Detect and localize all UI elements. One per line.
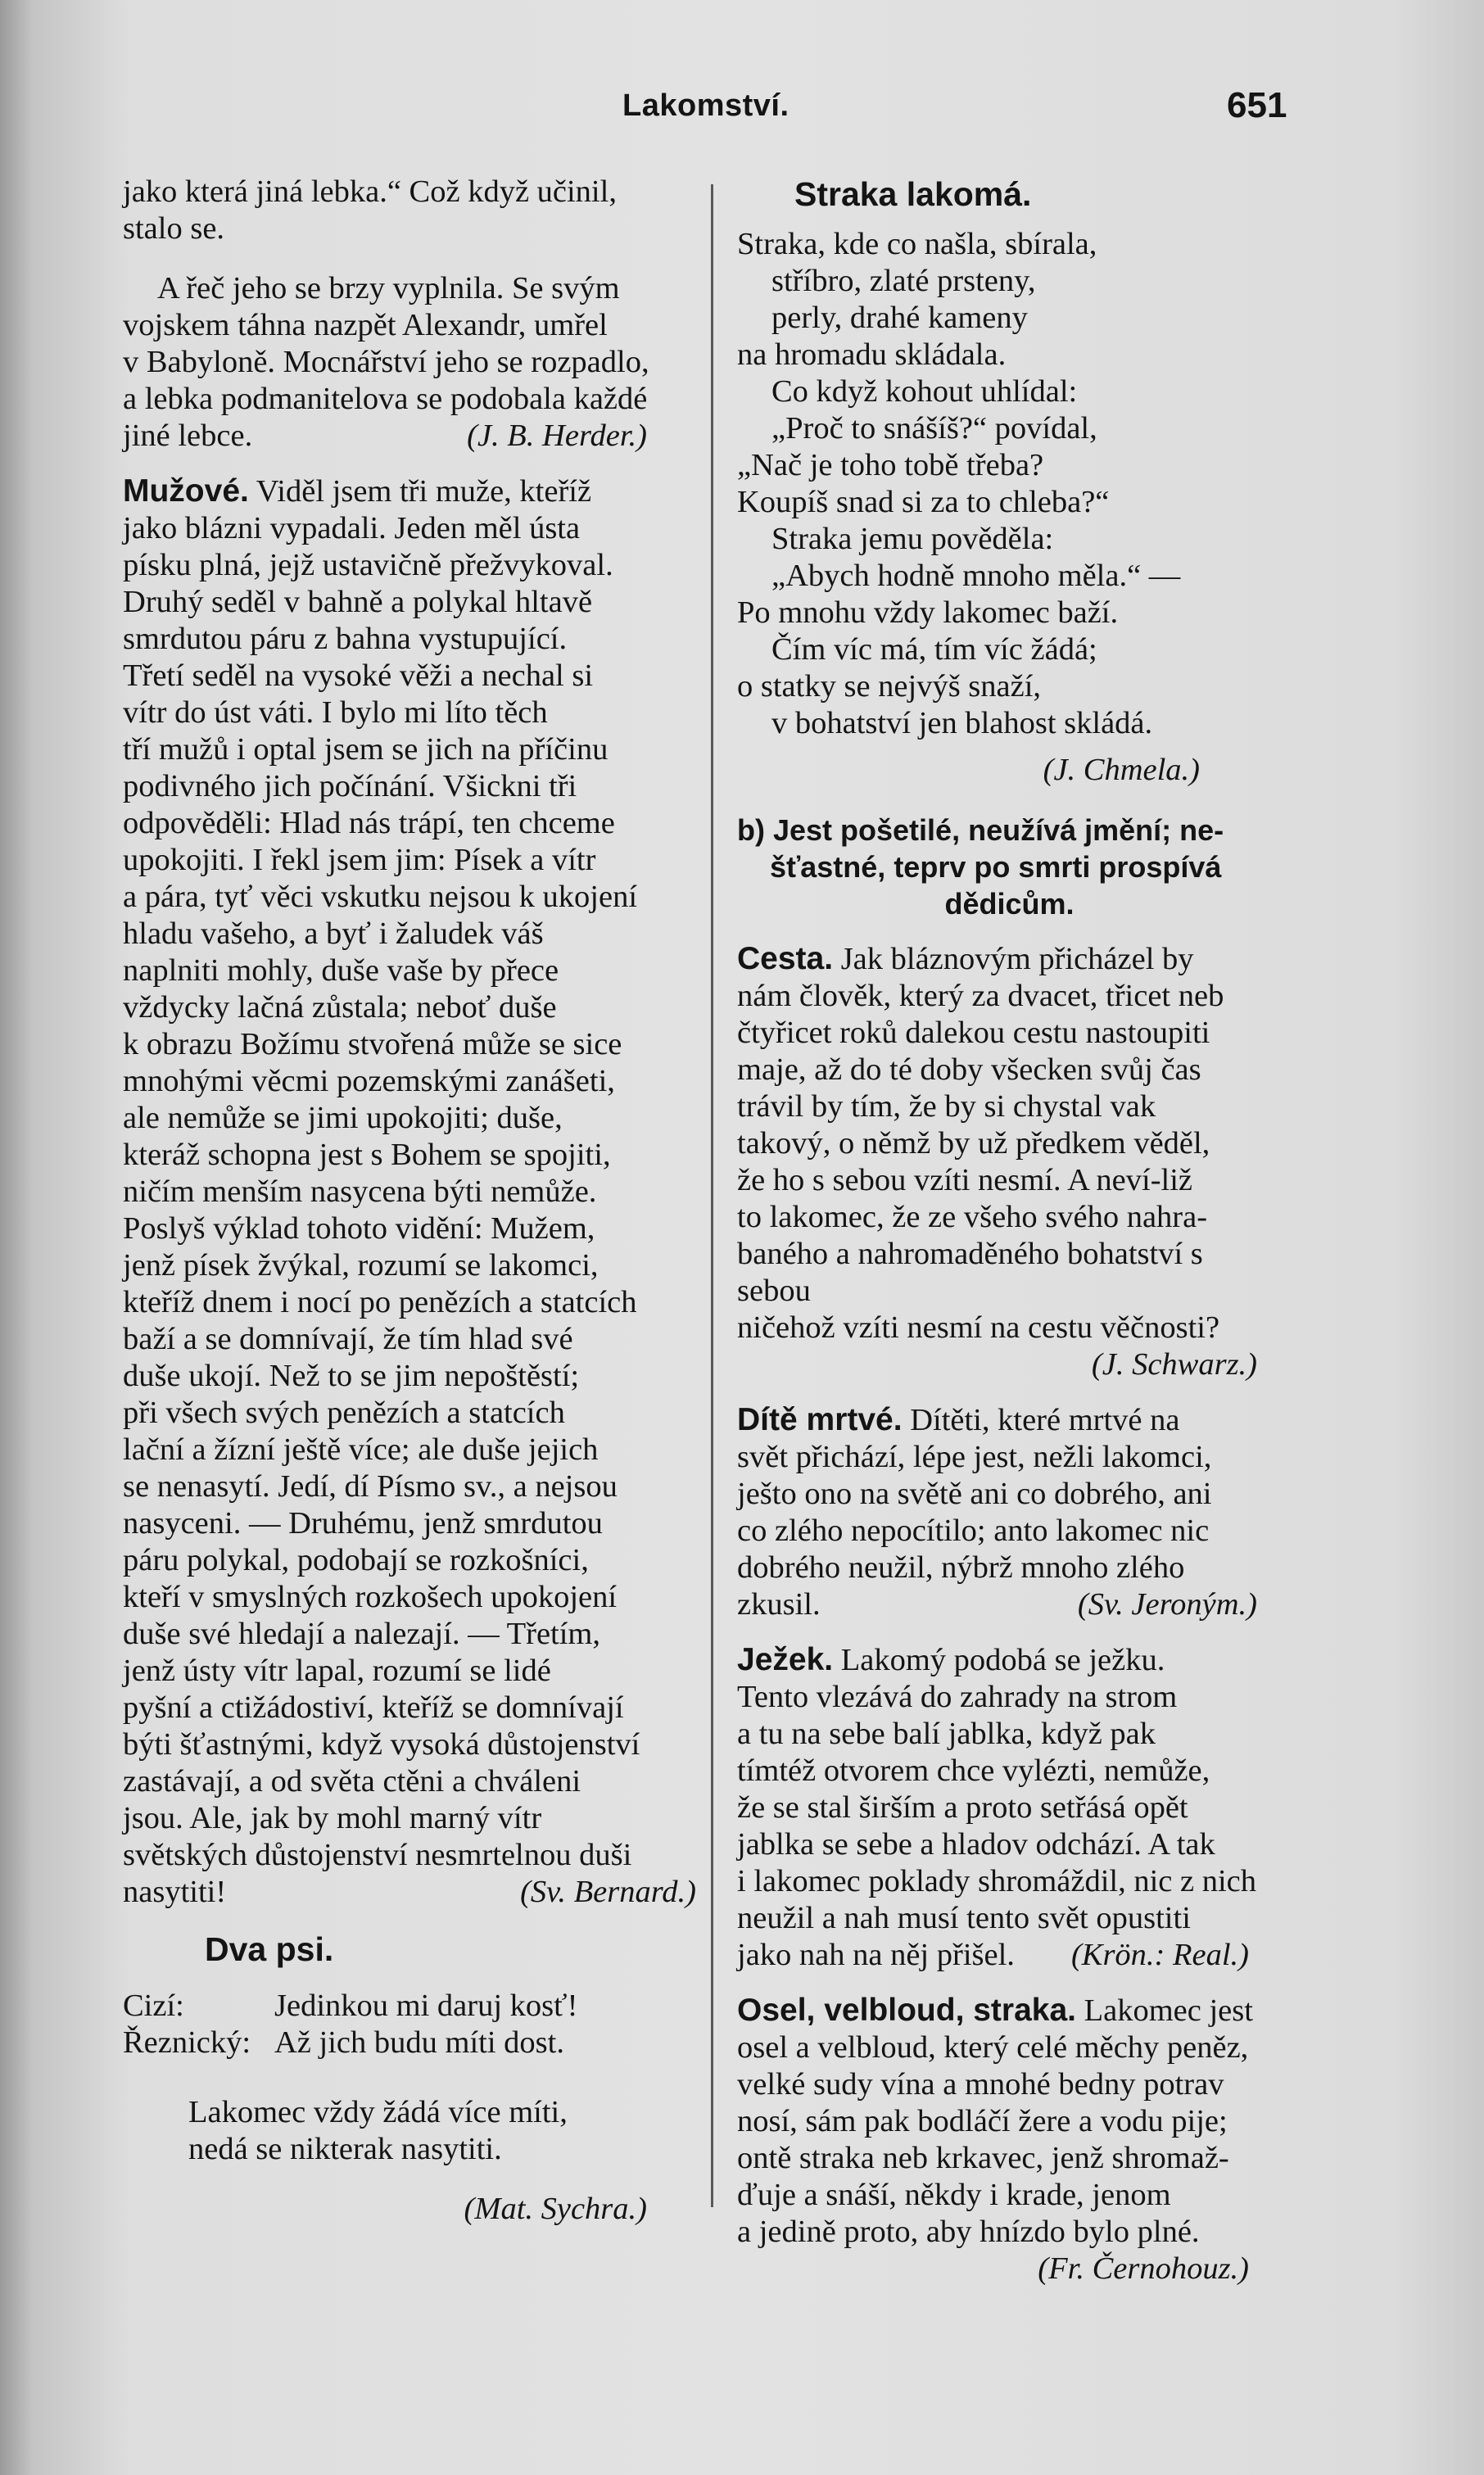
poem-straka bbox=[737, 226, 1282, 742]
text-line: svět přichází, lépe jest, nežli lakomci, bbox=[737, 1440, 1212, 1474]
column-divider bbox=[711, 184, 713, 2207]
text-line: podivného jich počínání. Všickni tři bbox=[123, 769, 577, 803]
section-title-straka: Straka lakomá. bbox=[794, 175, 1032, 213]
citation-herder: (J. B. Herder.) bbox=[467, 419, 647, 453]
paragraph-alexandr bbox=[123, 270, 696, 455]
poem-line: Straka, kde co našla, sbírala, bbox=[737, 227, 1097, 261]
left-column bbox=[123, 174, 696, 2228]
text-line: vždycky lačná zůstala; neboť duše bbox=[123, 990, 557, 1025]
text-line: baného a nahromaděného bohatství s sebou bbox=[737, 1237, 1203, 1308]
text-line: jenž písek žvýkal, rozumí se lakomci, bbox=[123, 1248, 599, 1283]
text-line: Jak bláznovým přicházel by bbox=[833, 942, 1194, 976]
citation-chmela: (J. Chmela.) bbox=[1043, 753, 1200, 787]
maxim-line: Lakomec vždy žádá více míti, bbox=[188, 2095, 568, 2129]
text-line: Poslyš výklad tohoto vidění: Mužem, bbox=[123, 1211, 595, 1246]
text-line: tří mužů i optal jsem se jich na příčinu bbox=[123, 732, 609, 767]
text-line: A řeč jeho se brzy vyplnila. Se svým bbox=[157, 271, 620, 305]
poem-line: v bohatství jen blahost skládá. bbox=[771, 706, 1153, 740]
text-line: že se stal širším a proto setřásá opět bbox=[737, 1790, 1188, 1825]
text-line: duše své hledají a nalezají. — Třetím, bbox=[123, 1617, 601, 1651]
paragraph-cesta bbox=[737, 940, 1282, 1383]
subheading-line: b) Jest pošetilé, neužívá jmění; ne- bbox=[737, 813, 1224, 847]
text-line: Lakomý podobá se ježku. bbox=[833, 1643, 1165, 1677]
entry-title-dite: Dítě mrtvé. bbox=[737, 1402, 903, 1437]
text-line: Dítěti, které mrtvé na bbox=[902, 1403, 1180, 1437]
text-line: co zlého nepocítilo; anto lakomec nic bbox=[737, 1514, 1210, 1548]
text-line: nasytiti! bbox=[123, 1875, 227, 1909]
section-b-heading bbox=[737, 812, 1282, 922]
maxim bbox=[123, 2094, 696, 2168]
dialog-speaker: Řeznický: bbox=[123, 2025, 251, 2060]
text-line: ješto ono na světě ani co dobrého, ani bbox=[737, 1477, 1212, 1511]
text-line: zkusil. bbox=[737, 1587, 821, 1622]
poem-line: Straka jemu pověděla: bbox=[771, 522, 1054, 556]
text-line: velké sudy vína a mnohé bedny potrav bbox=[737, 2067, 1224, 2102]
citation-sychra: (Mat. Sychra.) bbox=[464, 2192, 647, 2226]
text-line: upokojiti. I řekl jsem jim: Písek a vítr bbox=[123, 843, 596, 877]
text-line: a jedině proto, aby hnízdo bylo plné. bbox=[737, 2215, 1200, 2249]
text-line: jsou. Ale, jak by mohl marný vítr bbox=[123, 1801, 542, 1835]
text-line: to lakomec, že ze všeho svého nahra- bbox=[737, 1200, 1208, 1234]
text-line: jako nah na něj přišel. bbox=[737, 1938, 1015, 1972]
text-line: ničehož vzíti nesmí na cestu věčnosti? bbox=[737, 1310, 1220, 1345]
text-line: při všech svých penězích a statcích bbox=[123, 1396, 565, 1430]
text-line: že ho s sebou vzíti nesmí. A neví-liž bbox=[737, 1163, 1193, 1197]
text-line: Tento vlezává do zahrady na strom bbox=[737, 1680, 1178, 1714]
text-line: a pára, tyť věci vskutku nejsou k ukojení bbox=[123, 880, 638, 914]
text-line: baží a se domnívají, že tím hlad své bbox=[123, 1322, 573, 1356]
text-line: páru polykal, podobají se rozkošníci, bbox=[123, 1543, 589, 1577]
text-line: vítr do úst váti. I bylo mi líto těch bbox=[123, 695, 548, 730]
paragraph-continuation bbox=[123, 174, 696, 247]
dialog-text: Až jich budu míti dost. bbox=[274, 2025, 564, 2060]
dialog-speaker: Cizí: bbox=[123, 1989, 184, 2023]
text-line: ale nemůže se jimi upokojiti; duše, bbox=[123, 1101, 563, 1135]
text-line: stalo se. bbox=[123, 211, 225, 246]
text-line: kteří v smyslných rozkošech upokojení bbox=[123, 1580, 618, 1614]
text-line: ontě straka neb krkavec, jenž shromaž- bbox=[737, 2141, 1229, 2175]
page-number: 651 bbox=[1227, 85, 1287, 125]
text-line: nasyceni. — Druhému, jenž smrdutou bbox=[123, 1506, 603, 1541]
poem-line: o statky se nejvýš snaží, bbox=[737, 669, 1042, 704]
text-line: odpověděli: Hlad nás trápí, ten chceme bbox=[123, 806, 615, 840]
text-line: písku plná, jejž ustavičně přežvykoval. bbox=[123, 548, 613, 582]
text-line: a lebka podmanitelova se podobala každé bbox=[123, 382, 648, 416]
running-title: Lakomství. bbox=[622, 88, 790, 123]
text-line: trávil by tím, že by si chystal vak bbox=[737, 1089, 1156, 1124]
text-line: Lakomec jest bbox=[1076, 1993, 1253, 2028]
poem-line: Koupíš snad si za to chleba?“ bbox=[737, 485, 1110, 519]
text-line: jiné lebce. bbox=[123, 419, 253, 453]
citation-jeronym: (Sv. Jeroným.) bbox=[1077, 1587, 1257, 1622]
page-header bbox=[0, 85, 1484, 138]
text-line: jablka se sebe a hladov odchází. A tak bbox=[737, 1827, 1215, 1862]
text-line: jenž ústy vítr lapal, rozumí se lidé bbox=[123, 1654, 551, 1688]
poem-line: na hromadu skládala. bbox=[737, 337, 1007, 372]
text-line: pyšní a ctižádostiví, kteříž se domnívají bbox=[123, 1690, 624, 1725]
paragraph-muzove bbox=[123, 473, 696, 1911]
text-line: zastávají, a od světa ctěni a chváleni bbox=[123, 1764, 581, 1799]
text-line: osel a velbloud, který celé měchy peněz, bbox=[737, 2030, 1249, 2065]
subheading-line: dědicům. bbox=[944, 887, 1075, 921]
text-line: tímtéž otvorem chce vylézti, nemůže, bbox=[737, 1753, 1210, 1788]
text-line: ďuje a snáší, někdy i krade, jenom bbox=[737, 2178, 1171, 2212]
text-line: k obrazu Božímu stvořená může se sice bbox=[123, 1027, 622, 1061]
poem-line: Po mnohu vždy lakomec baží. bbox=[737, 595, 1119, 630]
paragraph-jezek bbox=[737, 1641, 1282, 1974]
dialog-line bbox=[123, 2025, 696, 2061]
text-line: smrdutou páru z bahna vystupující. bbox=[123, 622, 568, 656]
text-line: mnohými věcmi pozemskými zanášeti, bbox=[123, 1064, 615, 1098]
paragraph-dite bbox=[737, 1401, 1282, 1623]
text-line: čtyřicet roků dalekou cestu nastoupiti bbox=[737, 1016, 1210, 1050]
citation-kron: (Krön.: Real.) bbox=[1070, 1938, 1249, 1972]
text-line: duše ukojí. Než to se jim nepoštěstí; bbox=[123, 1359, 580, 1393]
text-line: dobrého neužil, nýbrž mnoho zlého bbox=[737, 1550, 1185, 1585]
text-line: takový, o němž by už předkem věděl, bbox=[737, 1126, 1210, 1161]
text-line: Druhý seděl v bahně a polykal hltavě bbox=[123, 585, 593, 619]
poem-line: perly, drahé kameny bbox=[771, 301, 1028, 335]
text-line: vojskem táhna nazpět Alexandr, umřel bbox=[123, 308, 608, 342]
poem-line: „Nač je toho tobě třeba? bbox=[737, 448, 1044, 482]
paragraph-osel bbox=[737, 1992, 1282, 2287]
dialog-line bbox=[123, 1988, 696, 2025]
text-line: ničím menším nasycena býti nemůže. bbox=[123, 1174, 597, 1209]
text-line: i lakomec poklady shromáždil, nic z nich bbox=[737, 1864, 1256, 1898]
text-line: jako blázni vypadali. Jeden měl ústa bbox=[123, 511, 581, 545]
text-line: naplniti mohly, duše vaše by přece bbox=[123, 953, 559, 988]
text-line: se nenasytí. Jedí, dí Písmo sv., a nejsou bbox=[123, 1469, 618, 1504]
poem-line: Čím víc má, tím víc žádá; bbox=[771, 632, 1097, 667]
text-line: hladu vašeho, a byť i žaludek váš bbox=[123, 916, 544, 951]
entry-title-cesta: Cesta. bbox=[737, 941, 834, 976]
text-line: nám člověk, který za dvacet, třicet neb bbox=[737, 979, 1224, 1013]
text-line: kteráž schopna jest s Bohem se spojiti, bbox=[123, 1138, 611, 1172]
entry-title-osel: Osel, velbloud, straka. bbox=[737, 1993, 1076, 2028]
text-line: kteříž dnem i nocí po penězích a statcích bbox=[123, 1285, 637, 1319]
entry-title-jezek: Ježek. bbox=[737, 1642, 834, 1677]
poem-line: „Abych hodně mnoho měla.“ — bbox=[771, 559, 1181, 593]
poem-line: „Proč to snášíš?“ povídal, bbox=[771, 411, 1097, 446]
text-line: jako která jiná lebka.“ Což když učinil, bbox=[123, 174, 617, 209]
poem-line: Co když kohout uhlídal: bbox=[771, 374, 1078, 409]
text-line: Viděl jsem tři muže, kteříž bbox=[248, 474, 592, 509]
citation-schwarz: (J. Schwarz.) bbox=[1091, 1347, 1257, 1382]
text-line: a tu na sebe balí jablka, když pak bbox=[737, 1717, 1156, 1751]
text-line: maje, až do té doby všecken svůj čas bbox=[737, 1052, 1201, 1087]
citation-cernohouz: (Fr. Černohouz.) bbox=[1038, 2251, 1249, 2286]
entry-title-muzove: Mužové. bbox=[123, 473, 249, 509]
citation-bernard: (Sv. Bernard.) bbox=[520, 1875, 696, 1909]
poem-line: stříbro, zlaté prsteny, bbox=[771, 264, 1036, 298]
section-title-dva-psi: Dva psi. bbox=[205, 1930, 334, 1968]
text-line: neužil a nah musí tento svět opustiti bbox=[737, 1901, 1191, 1935]
text-line: lační a žízní ještě více; ale duše jejich bbox=[123, 1432, 599, 1467]
text-line: v Babyloně. Mocnářství jeho se rozpadlo, bbox=[123, 345, 649, 379]
dialog-text: Jedinkou mi daruj kosť! bbox=[274, 1989, 578, 2023]
text-line: nosí, sám pak bodláčí žere a vodu pije; bbox=[737, 2104, 1228, 2138]
text-line: světských důstojenství nesmrtelnou duši bbox=[123, 1838, 632, 1872]
maxim-line: nedá se nikterak nasytiti. bbox=[188, 2132, 502, 2166]
text-line: Třetí seděl na vysoké věži a nechal si bbox=[123, 658, 594, 693]
right-column bbox=[737, 174, 1282, 2287]
text-line: býti šťastnými, když vysoká důstojenství bbox=[123, 1727, 640, 1762]
subheading-line: šťastné, teprv po smrti prospívá bbox=[770, 850, 1222, 884]
